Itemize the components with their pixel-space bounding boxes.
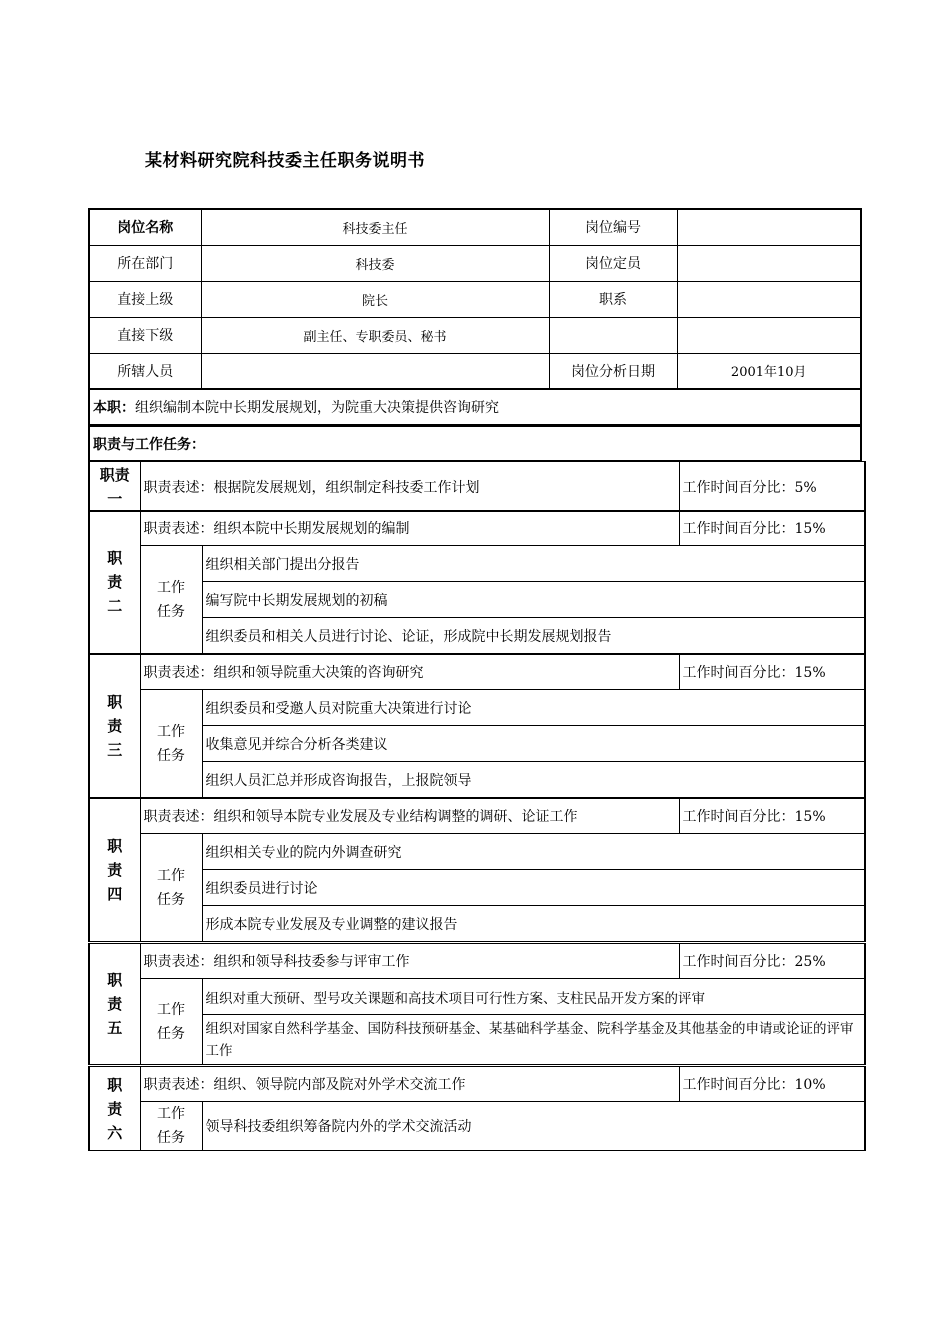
quota-value: [677, 245, 861, 281]
duty-label-line: 责: [107, 717, 123, 735]
duty-label-line: 职责: [99, 465, 130, 484]
duty-label-line: 五: [107, 1019, 123, 1037]
task-item: 组织对国家自然科学基金、国防科技预研基金、某基础科学基金、院科学基金及其他基金的申请或论证的评审工作: [202, 1015, 864, 1065]
task-label-line: 任务: [157, 747, 185, 764]
task-item: 领导科技委组织筹备院内外的学术交流活动: [202, 1102, 864, 1151]
duty-label-line: 责: [107, 573, 123, 591]
task-label-line: 任务: [157, 1130, 185, 1146]
series-value: [677, 281, 861, 317]
task-item: 组织委员和受邀人员对院重大决策进行讨论: [202, 690, 864, 726]
task-label-line: 工作: [157, 579, 185, 596]
duty-time-percentage: 工作时间百分比：15%: [679, 511, 864, 546]
post-info-table: [88, 208, 862, 390]
task-item: 组织相关专业的院内外调查研究: [202, 834, 864, 870]
task-label: [140, 834, 202, 942]
task-item: 组织委员和相关人员进行讨论、论证，形成院中长期发展规划报告: [202, 618, 864, 654]
series-label: 职系: [549, 281, 677, 317]
subordinate-label: 直接下级: [89, 317, 201, 353]
duty-label-line: 一: [107, 489, 123, 508]
duty-label: [90, 511, 140, 654]
analysis-date-label: 岗位分析日期: [549, 353, 677, 389]
duty-summary-label: 本职：: [93, 399, 135, 416]
post-no-label: 岗位编号: [549, 209, 677, 245]
duties-heading: 职责与工作任务：: [93, 436, 205, 453]
subordinate-value: 副主任、专职委员、秘书: [201, 317, 549, 353]
duty-label: [90, 655, 140, 798]
staff-label: 所辖人员: [89, 353, 201, 389]
task-label-line: 任务: [157, 603, 185, 620]
empty-cell: [677, 317, 861, 353]
dept-value: 科技委: [201, 245, 549, 281]
duty-label-line: 职: [107, 693, 123, 711]
quota-label: 岗位定员: [549, 245, 677, 281]
post-name-value: 科技委主任: [201, 209, 549, 245]
duty-label-line: 六: [107, 1123, 123, 1142]
task-item: 收集意见并综合分析各类建议: [202, 726, 864, 762]
task-item: 组织对重大预研、型号攻关课题和高技术项目可行性方案、支柱民品开发方案的评审: [202, 979, 864, 1015]
duty-time-percentage: 工作时间百分比：25%: [679, 944, 864, 979]
duty-summary-row: [88, 388, 862, 426]
task-label-line: 任务: [157, 1025, 185, 1042]
duty-description: 职责表述：根据院发展规划，组织制定科技委工作计划: [140, 462, 679, 512]
duty-label-line: 职: [107, 837, 123, 855]
task-label: [140, 546, 202, 654]
task-item: 组织相关部门提出分报告: [202, 546, 864, 582]
duty-label-line: 职: [107, 549, 123, 567]
duties-heading-row: [88, 426, 862, 462]
duty-label: [90, 1067, 140, 1151]
duty-block-1: [88, 461, 866, 512]
task-label-line: 工作: [157, 867, 185, 884]
duty-description: 职责表述：组织和领导科技委参与评审工作: [140, 944, 679, 979]
duty-label: [90, 462, 140, 512]
analysis-date-value: 2001年10月: [677, 353, 861, 389]
duty-label-line: 二: [107, 597, 123, 615]
duty-label: [90, 944, 140, 1065]
document-title: 某材料研究院科技委主任职务说明书: [145, 151, 425, 171]
duty-time-percentage: 工作时间百分比：5%: [679, 462, 864, 512]
duty-block-6: [88, 1066, 866, 1151]
duty-label-line: 职: [107, 971, 123, 989]
post-name-label: 岗位名称: [89, 209, 201, 245]
duty-label-line: 责: [107, 861, 123, 879]
duty-label-line: 责: [107, 995, 123, 1013]
duty-label: [90, 799, 140, 942]
task-label: [140, 690, 202, 798]
duty-block-2: [88, 510, 866, 654]
duty-block-4: [88, 798, 866, 942]
task-label-line: 工作: [157, 1106, 185, 1122]
post-no-value: [677, 209, 861, 245]
duty-time-percentage: 工作时间百分比：15%: [679, 799, 864, 834]
staff-value: [201, 353, 549, 389]
task-label: [140, 1102, 202, 1151]
duty-label-line: 三: [107, 741, 123, 759]
dept-label: 所在部门: [89, 245, 201, 281]
duty-description: 职责表述：组织、领导院内部及院对外学术交流工作: [140, 1067, 679, 1102]
duty-description: 职责表述：组织和领导本院专业发展及专业结构调整的调研、论证工作: [140, 799, 679, 834]
task-item: 组织委员进行讨论: [202, 870, 864, 906]
task-label-line: 任务: [157, 891, 185, 908]
task-label: [140, 979, 202, 1065]
empty-cell: [549, 317, 677, 353]
duty-label-line: 四: [107, 885, 123, 903]
task-label-line: 工作: [157, 1001, 185, 1018]
duty-description: 职责表述：组织本院中长期发展规划的编制: [140, 511, 679, 546]
task-item: 形成本院专业发展及专业调整的建议报告: [202, 906, 864, 942]
duty-summary-text: 组织编制本院中长期发展规划，为院重大决策提供咨询研究: [135, 399, 499, 416]
superior-label: 直接上级: [89, 281, 201, 317]
duty-time-percentage: 工作时间百分比：10%: [679, 1067, 864, 1102]
duty-label-line: 职: [107, 1075, 123, 1094]
duty-block-3: [88, 654, 866, 798]
duty-time-percentage: 工作时间百分比：15%: [679, 655, 864, 690]
task-item: 组织人员汇总并形成咨询报告，上报院领导: [202, 762, 864, 798]
task-item: 编写院中长期发展规划的初稿: [202, 582, 864, 618]
duty-block-5: [88, 943, 866, 1065]
task-label-line: 工作: [157, 723, 185, 740]
duty-description: 职责表述：组织和领导院重大决策的咨询研究: [140, 655, 679, 690]
superior-value: 院长: [201, 281, 549, 317]
duty-label-line: 责: [107, 1099, 123, 1118]
